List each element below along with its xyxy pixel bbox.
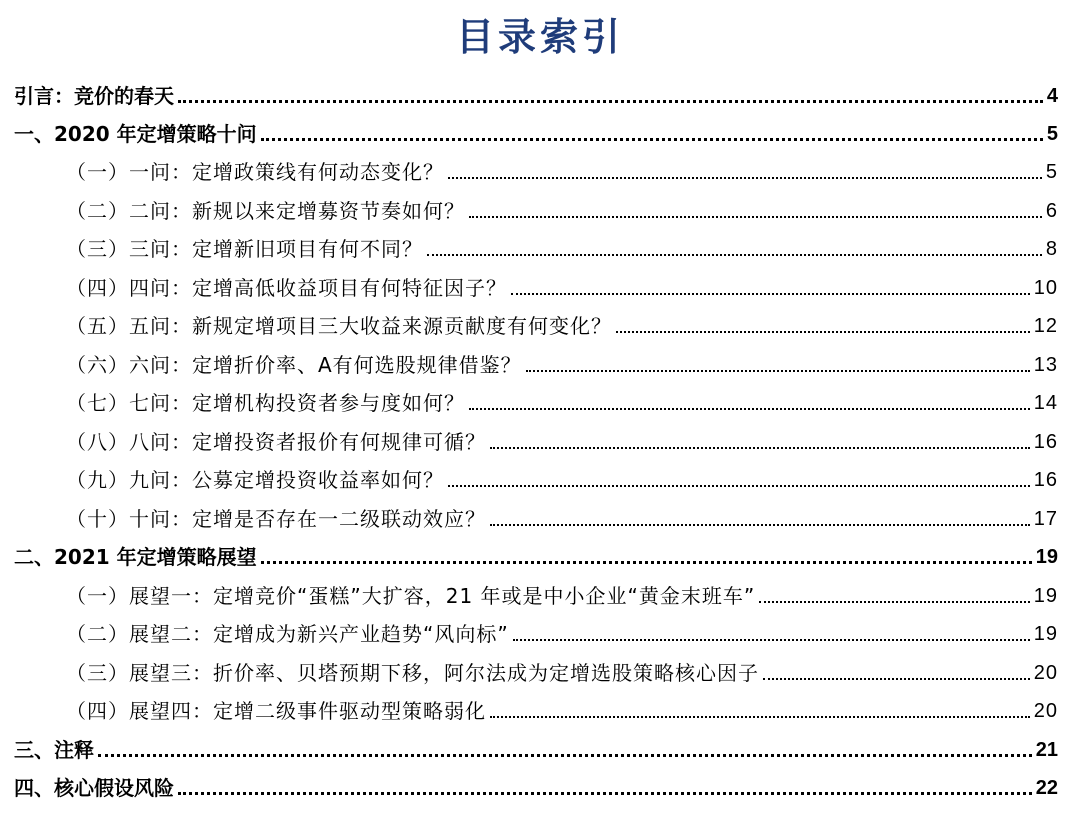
dot-leader <box>98 754 1032 757</box>
dot-leader <box>526 370 1030 372</box>
toc-entry-page: 5 <box>1046 123 1058 145</box>
toc-entry-label: （三）展望三：折价率、贝塔预期下移，阿尔法成为定增选股策略核心因子 <box>66 661 759 685</box>
toc-entry[interactable] <box>66 610 1058 646</box>
dot-leader <box>490 447 1030 449</box>
dot-leader <box>261 138 1043 141</box>
toc-entry-page: 4 <box>1046 85 1058 107</box>
toc-entry-page: 12 <box>1033 315 1058 337</box>
dot-leader <box>513 639 1030 641</box>
toc-entry-page: 19 <box>1035 546 1058 568</box>
toc-entry-page: 21 <box>1035 739 1058 761</box>
toc-entry-label: （五）五问：新规定增项目三大收益来源贡献度有何变化？ <box>66 314 612 338</box>
dot-leader <box>448 485 1030 487</box>
toc-entry-page: 13 <box>1033 354 1058 376</box>
page-title: 目录索引 <box>455 14 624 59</box>
toc-entry-label: （四）展望四：定增二级事件驱动型策略弱化 <box>66 699 486 723</box>
toc-entry[interactable] <box>14 533 1058 569</box>
toc-entry-label: 引言：竞价的春天 <box>14 84 174 108</box>
toc-entry-page: 16 <box>1033 469 1058 491</box>
toc-entry[interactable] <box>66 649 1058 685</box>
toc-entry-label: （二）展望二：定增成为新兴产业趋势“风向标” <box>66 622 509 646</box>
toc-entry[interactable] <box>66 341 1058 377</box>
dot-leader <box>261 561 1032 564</box>
toc-entry-page: 14 <box>1033 392 1058 414</box>
toc-entry-page: 20 <box>1033 700 1058 722</box>
toc-entry[interactable] <box>66 379 1058 415</box>
dot-leader <box>759 601 1029 603</box>
toc-entry[interactable] <box>66 264 1058 300</box>
toc-entry-label: 三、注释 <box>14 738 94 762</box>
toc-entry[interactable] <box>66 148 1058 184</box>
toc-entry-label: （九）九问：公募定增投资收益率如何？ <box>66 468 444 492</box>
dot-leader <box>490 716 1030 718</box>
toc-entry-label: （三）三问：定增新旧项目有何不同？ <box>66 237 423 261</box>
toc-entry[interactable] <box>66 418 1058 454</box>
dot-leader <box>763 678 1030 680</box>
dot-leader <box>469 216 1042 218</box>
toc-entry-page: 5 <box>1045 161 1058 183</box>
toc-entry[interactable] <box>14 726 1058 762</box>
dot-leader <box>178 100 1043 103</box>
toc-entry-label: （八）八问：定增投资者报价有何规律可循？ <box>66 430 486 454</box>
toc-entry-label: （六）六问：定增折价率、A有何选股规律借鉴？ <box>66 353 522 377</box>
toc-entry-label: （二）二问：新规以来定增募资节奏如何？ <box>66 199 465 223</box>
dot-leader <box>469 408 1030 410</box>
toc-entry[interactable] <box>66 187 1058 223</box>
toc-entry[interactable] <box>66 225 1058 261</box>
toc-entry-label: 二、2021 年定增策略展望 <box>14 545 257 569</box>
toc-entry-label: （七）七问：定增机构投资者参与度如何？ <box>66 391 465 415</box>
toc-entry-label: 四、核心假设风险 <box>14 776 174 800</box>
toc-entry-label: （四）四问：定增高低收益项目有何特征因子？ <box>66 276 507 300</box>
toc-entry-page: 22 <box>1035 777 1058 799</box>
toc-entry-page: 17 <box>1033 508 1058 530</box>
dot-leader <box>448 177 1042 179</box>
toc-entry[interactable] <box>66 456 1058 492</box>
dot-leader <box>511 293 1030 295</box>
dot-leader <box>616 331 1030 333</box>
toc-entry[interactable] <box>66 302 1058 338</box>
toc-entry-page: 10 <box>1033 277 1058 299</box>
toc-entry-label: （一）展望一：定增竞价“蛋糕”大扩容，21 年或是中小企业“黄金末班车” <box>66 584 756 608</box>
toc-entry[interactable] <box>66 495 1058 531</box>
toc-entry-page: 6 <box>1045 200 1058 222</box>
toc-entry-label: （十）十问：定增是否存在一二级联动效应？ <box>66 507 486 531</box>
toc-entry[interactable] <box>66 687 1058 723</box>
toc-entry-label: （一）一问：定增政策线有何动态变化？ <box>66 160 444 184</box>
toc-entry-page: 19 <box>1033 623 1058 645</box>
toc-entry[interactable] <box>14 764 1058 800</box>
toc-entry[interactable] <box>66 572 1058 608</box>
toc-entry[interactable] <box>14 110 1058 146</box>
toc-entry-page: 8 <box>1045 238 1058 260</box>
toc-entry-page: 19 <box>1033 585 1058 607</box>
dot-leader <box>490 524 1030 526</box>
toc-entry-page: 16 <box>1033 431 1058 453</box>
dot-leader <box>427 254 1042 256</box>
toc-entry-page: 20 <box>1033 662 1058 684</box>
toc-entry-label: 一、2020 年定增策略十问 <box>14 122 257 146</box>
toc-entry[interactable] <box>14 72 1058 108</box>
dot-leader <box>178 792 1032 795</box>
